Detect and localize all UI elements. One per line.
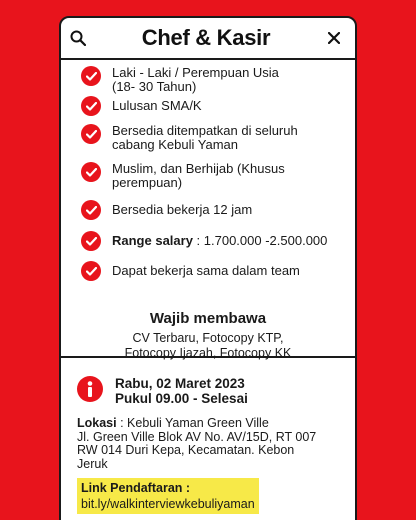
list-item: [81, 96, 341, 116]
list-item: [81, 162, 341, 190]
event-date: Rabu, 02 Maret 2023: [115, 376, 245, 391]
requirement-text: Dapat bekerja sama dalam team: [112, 263, 300, 278]
requirement-text: Range salary : 1.700.000 -2.500.000: [112, 233, 328, 248]
page-title: Chef & Kasir: [141, 25, 271, 50]
check-icon: [81, 96, 101, 116]
bring-text: CV Terbaru, Fotocopy KTP, Fotocopy Ijazah, Fotocopy KK: [124, 331, 292, 360]
requirement-text: Muslim, dan Berhijab (Khusus perempuan): [112, 161, 285, 190]
requirement-text: Bersedia bekerja 12 jam: [112, 202, 253, 217]
check-icon: [81, 124, 101, 144]
check-icon: [81, 231, 101, 251]
link-url[interactable]: bit.ly/walkinterviewkebuliyaman: [81, 497, 255, 511]
bring-title: Wajib membawa: [149, 310, 267, 327]
event-datetime: [115, 376, 347, 406]
list-item: [81, 231, 341, 251]
list-item: [81, 66, 341, 94]
check-icon: [81, 200, 101, 220]
check-icon: [81, 261, 101, 281]
registration-link[interactable]: [77, 478, 259, 514]
requirement-text: Lulusan SMA/K: [112, 98, 202, 113]
close-icon[interactable]: [325, 29, 343, 47]
list-item: [81, 124, 341, 152]
info-icon: [77, 376, 103, 402]
list-item: [81, 200, 341, 220]
search-icon[interactable]: [69, 29, 87, 47]
location-label: Lokasi: [77, 416, 117, 430]
check-icon: [81, 66, 101, 86]
requirements-list: [61, 60, 355, 306]
requirement-text: Laki - Laki / Perempuan Usia (18- 30 Tahun): [112, 65, 279, 94]
bring-section: [61, 310, 355, 361]
check-icon: [81, 162, 101, 182]
card-header: [61, 18, 355, 60]
event-section: [77, 376, 347, 514]
event-location: Lokasi : Kebuli Yaman Green Ville Jl. Green Ville Blok AV No. AV/15D, RT 007 RW 014 Duri Kepa, Kecamatan. Kebon Jeruk: [77, 416, 317, 471]
link-label: Link Pendaftaran :: [81, 481, 191, 495]
requirement-text: Bersedia ditempatkan di seluruh cabang Kebuli Yaman: [112, 123, 298, 152]
divider: [61, 356, 355, 358]
list-item: [81, 261, 341, 281]
event-time: Pukul 09.00 - Selesai: [115, 391, 248, 406]
job-card: [59, 16, 357, 520]
